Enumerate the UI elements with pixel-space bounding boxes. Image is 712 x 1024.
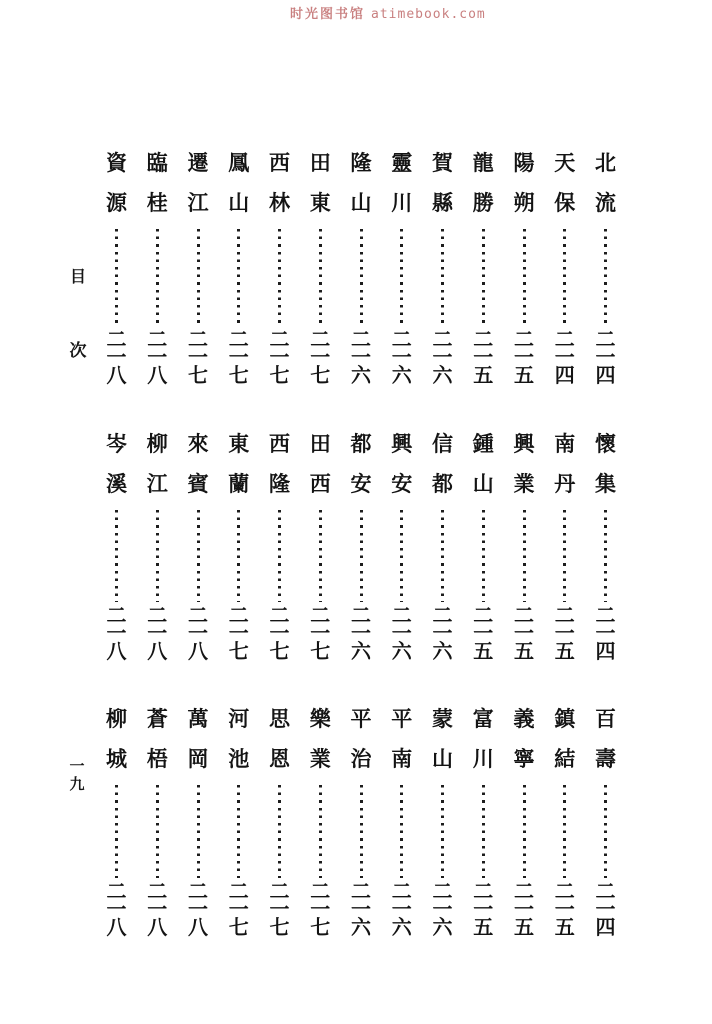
dotted-leader xyxy=(278,510,281,602)
entry-page-number: 二一六 xyxy=(351,605,371,663)
entry-place-name: 賀縣 xyxy=(432,151,453,215)
dotted-leader xyxy=(278,229,281,326)
dotted-leader xyxy=(197,785,200,878)
entry-place-name: 西林 xyxy=(269,151,290,215)
entry-place-name: 懷集 xyxy=(595,432,616,496)
dotted-leader xyxy=(237,510,240,602)
entry-place-name: 樂業 xyxy=(309,707,331,771)
toc-entry xyxy=(146,699,169,937)
toc-entry xyxy=(227,424,250,661)
toc-entry xyxy=(187,143,210,385)
entry-place-name: 柳江 xyxy=(146,432,168,496)
entry-page-number: 二一六 xyxy=(391,881,412,939)
entry-page-number: 二一七 xyxy=(310,881,331,939)
toc-entry xyxy=(390,699,413,937)
toc-entry xyxy=(105,699,128,937)
entry-place-name: 臨桂 xyxy=(146,151,168,215)
toc-entry xyxy=(472,424,495,661)
toc-entry xyxy=(187,699,210,937)
watermark-site-url: atimebook.com xyxy=(371,7,486,22)
entry-page-number: 二一五 xyxy=(514,881,534,939)
entry-place-name: 田東 xyxy=(309,151,331,215)
dotted-leader xyxy=(197,510,200,602)
entry-place-name: 東蘭 xyxy=(228,432,250,496)
toc-entry xyxy=(472,143,495,385)
margin-title-char-ci: 次 xyxy=(69,341,87,360)
toc-row-top xyxy=(105,143,617,385)
entry-page-number: 二一七 xyxy=(269,605,290,663)
toc-entry xyxy=(268,143,291,385)
dotted-leader xyxy=(237,229,240,326)
entry-page-number: 二一六 xyxy=(391,605,412,663)
toc-entry xyxy=(227,143,250,385)
margin-title-char-mu: 目 xyxy=(69,269,86,286)
entry-place-name: 興業 xyxy=(513,432,535,496)
toc-entry xyxy=(553,424,576,661)
entry-place-name: 來賓 xyxy=(187,432,209,496)
entry-page-number: 二一七 xyxy=(310,605,331,663)
entry-page-number: 二一七 xyxy=(269,329,290,387)
entry-page-number: 二一五 xyxy=(473,881,494,939)
entry-page-number: 二一六 xyxy=(432,881,453,939)
dotted-leader xyxy=(563,785,566,878)
entry-page-number: 二一八 xyxy=(106,329,127,387)
dotted-leader xyxy=(115,229,118,326)
dotted-leader xyxy=(360,510,363,602)
entry-page-number: 二一七 xyxy=(228,605,249,663)
entry-place-name: 龍勝 xyxy=(472,151,494,215)
entry-page-number: 二一八 xyxy=(188,881,208,939)
entry-place-name: 萬岡 xyxy=(187,707,209,771)
entry-place-name: 河池 xyxy=(228,707,250,771)
dotted-leader xyxy=(441,785,444,878)
toc-entry xyxy=(309,699,332,937)
entry-place-name: 陽朔 xyxy=(513,151,535,215)
dotted-leader xyxy=(400,785,403,878)
dotted-leader xyxy=(197,229,200,326)
entry-place-name: 隆山 xyxy=(350,151,372,215)
toc-entry xyxy=(431,699,454,937)
entry-page-number: 二一六 xyxy=(432,329,453,387)
toc-entry xyxy=(350,699,373,937)
toc-entry xyxy=(431,143,454,385)
entry-page-number: 二一七 xyxy=(228,329,249,387)
toc-entry xyxy=(431,424,454,661)
entry-place-name: 北流 xyxy=(595,151,616,215)
entry-place-name: 都安 xyxy=(350,432,372,496)
toc-entry xyxy=(513,699,536,937)
entry-page-number: 二一八 xyxy=(106,881,127,939)
entry-place-name: 蒼梧 xyxy=(146,707,168,771)
dotted-leader xyxy=(604,510,607,602)
dotted-leader xyxy=(278,785,281,878)
dotted-leader xyxy=(441,229,444,326)
entry-page-number: 二一八 xyxy=(147,605,168,663)
entry-place-name: 天保 xyxy=(554,151,576,215)
entry-place-name: 西隆 xyxy=(269,432,290,496)
entry-place-name: 南丹 xyxy=(554,432,576,496)
dotted-leader xyxy=(523,510,526,602)
toc-entry xyxy=(594,143,617,385)
entry-place-name: 田西 xyxy=(309,432,331,496)
entry-page-number: 二一六 xyxy=(432,605,453,663)
entry-page-number: 二一七 xyxy=(228,881,249,939)
toc-entry xyxy=(472,699,495,937)
entry-place-name: 靈川 xyxy=(391,151,413,215)
dotted-leader xyxy=(156,785,159,878)
toc-entry xyxy=(513,143,536,385)
entry-place-name: 鎮結 xyxy=(554,707,576,771)
dotted-leader xyxy=(523,785,526,878)
toc-row-bottom xyxy=(105,699,617,937)
entry-page-number: 二一四 xyxy=(595,329,616,387)
toc-entry xyxy=(187,424,210,661)
toc-entry xyxy=(146,424,169,661)
dotted-leader xyxy=(604,785,607,878)
entry-place-name: 遷江 xyxy=(187,151,209,215)
entry-page-number: 二一六 xyxy=(351,881,371,939)
toc-entry xyxy=(309,143,332,385)
entry-place-name: 岑溪 xyxy=(106,432,127,496)
entry-place-name: 義寧 xyxy=(513,707,535,771)
watermark-library-name: 时光图书馆 xyxy=(290,6,366,21)
toc-row-middle xyxy=(105,424,617,661)
entry-page-number: 二一六 xyxy=(391,329,412,387)
dotted-leader xyxy=(319,785,322,878)
entry-place-name: 蒙山 xyxy=(432,707,453,771)
dotted-leader xyxy=(156,229,159,326)
toc-entry xyxy=(146,143,169,385)
entry-page-number: 二一五 xyxy=(514,329,534,387)
entry-place-name: 平治 xyxy=(350,707,372,771)
entry-page-number: 二一四 xyxy=(595,605,616,663)
toc-entry xyxy=(553,143,576,385)
entry-place-name: 柳城 xyxy=(106,707,127,771)
toc-entry xyxy=(390,143,413,385)
entry-place-name: 平南 xyxy=(391,707,413,771)
entry-place-name: 鳳山 xyxy=(228,151,250,215)
entry-place-name: 興安 xyxy=(391,432,413,496)
dotted-leader xyxy=(237,785,240,878)
dotted-leader xyxy=(563,229,566,326)
dotted-leader xyxy=(563,510,566,602)
toc-entry xyxy=(594,699,617,937)
toc-entry xyxy=(105,424,128,661)
toc-entry xyxy=(390,424,413,661)
entry-page-number: 二一八 xyxy=(106,605,127,663)
dotted-leader xyxy=(319,229,322,326)
entry-place-name: 信都 xyxy=(432,432,453,496)
dotted-leader xyxy=(441,510,444,602)
entry-place-name: 富川 xyxy=(472,707,494,771)
toc-entry xyxy=(350,143,373,385)
dotted-leader xyxy=(482,229,485,326)
toc-entry xyxy=(594,424,617,661)
dotted-leader xyxy=(523,229,526,326)
toc-entry xyxy=(227,699,250,937)
dotted-leader xyxy=(156,510,159,602)
entry-page-number: 二一四 xyxy=(554,329,575,387)
dotted-leader xyxy=(115,510,118,602)
toc-entry xyxy=(513,424,536,661)
dotted-leader xyxy=(360,229,363,326)
dotted-leader xyxy=(482,785,485,878)
dotted-leader xyxy=(400,229,403,326)
toc-entry xyxy=(268,424,291,661)
toc-entry xyxy=(309,424,332,661)
entry-place-name: 百壽 xyxy=(595,707,616,771)
entry-page-number: 二一七 xyxy=(188,329,208,387)
watermark xyxy=(290,6,486,23)
entry-place-name: 思恩 xyxy=(269,707,290,771)
toc-entry xyxy=(350,424,373,661)
entry-page-number: 二一六 xyxy=(351,329,371,387)
toc-entry xyxy=(553,699,576,937)
entry-page-number: 二一五 xyxy=(473,329,494,387)
dotted-leader xyxy=(604,229,607,326)
dotted-leader xyxy=(482,510,485,602)
dotted-leader xyxy=(319,510,322,602)
entry-place-name: 資源 xyxy=(106,151,127,215)
entry-page-number: 二一五 xyxy=(554,881,575,939)
folio-page-number: 一九 xyxy=(69,759,85,793)
entry-page-number: 二一五 xyxy=(514,605,534,663)
entry-page-number: 二一八 xyxy=(188,605,208,663)
entry-page-number: 二一五 xyxy=(473,605,494,663)
entry-page-number: 二一五 xyxy=(554,605,575,663)
entry-place-name: 鍾山 xyxy=(472,432,494,496)
entry-page-number: 二一八 xyxy=(147,329,168,387)
entry-page-number: 二一四 xyxy=(595,881,616,939)
entry-page-number: 二一八 xyxy=(147,881,168,939)
dotted-leader xyxy=(115,785,118,878)
toc-entry xyxy=(105,143,128,385)
entry-page-number: 二一七 xyxy=(310,329,331,387)
dotted-leader xyxy=(400,510,403,602)
dotted-leader xyxy=(360,785,363,878)
toc-entry xyxy=(268,699,291,937)
entry-page-number: 二一七 xyxy=(269,881,290,939)
